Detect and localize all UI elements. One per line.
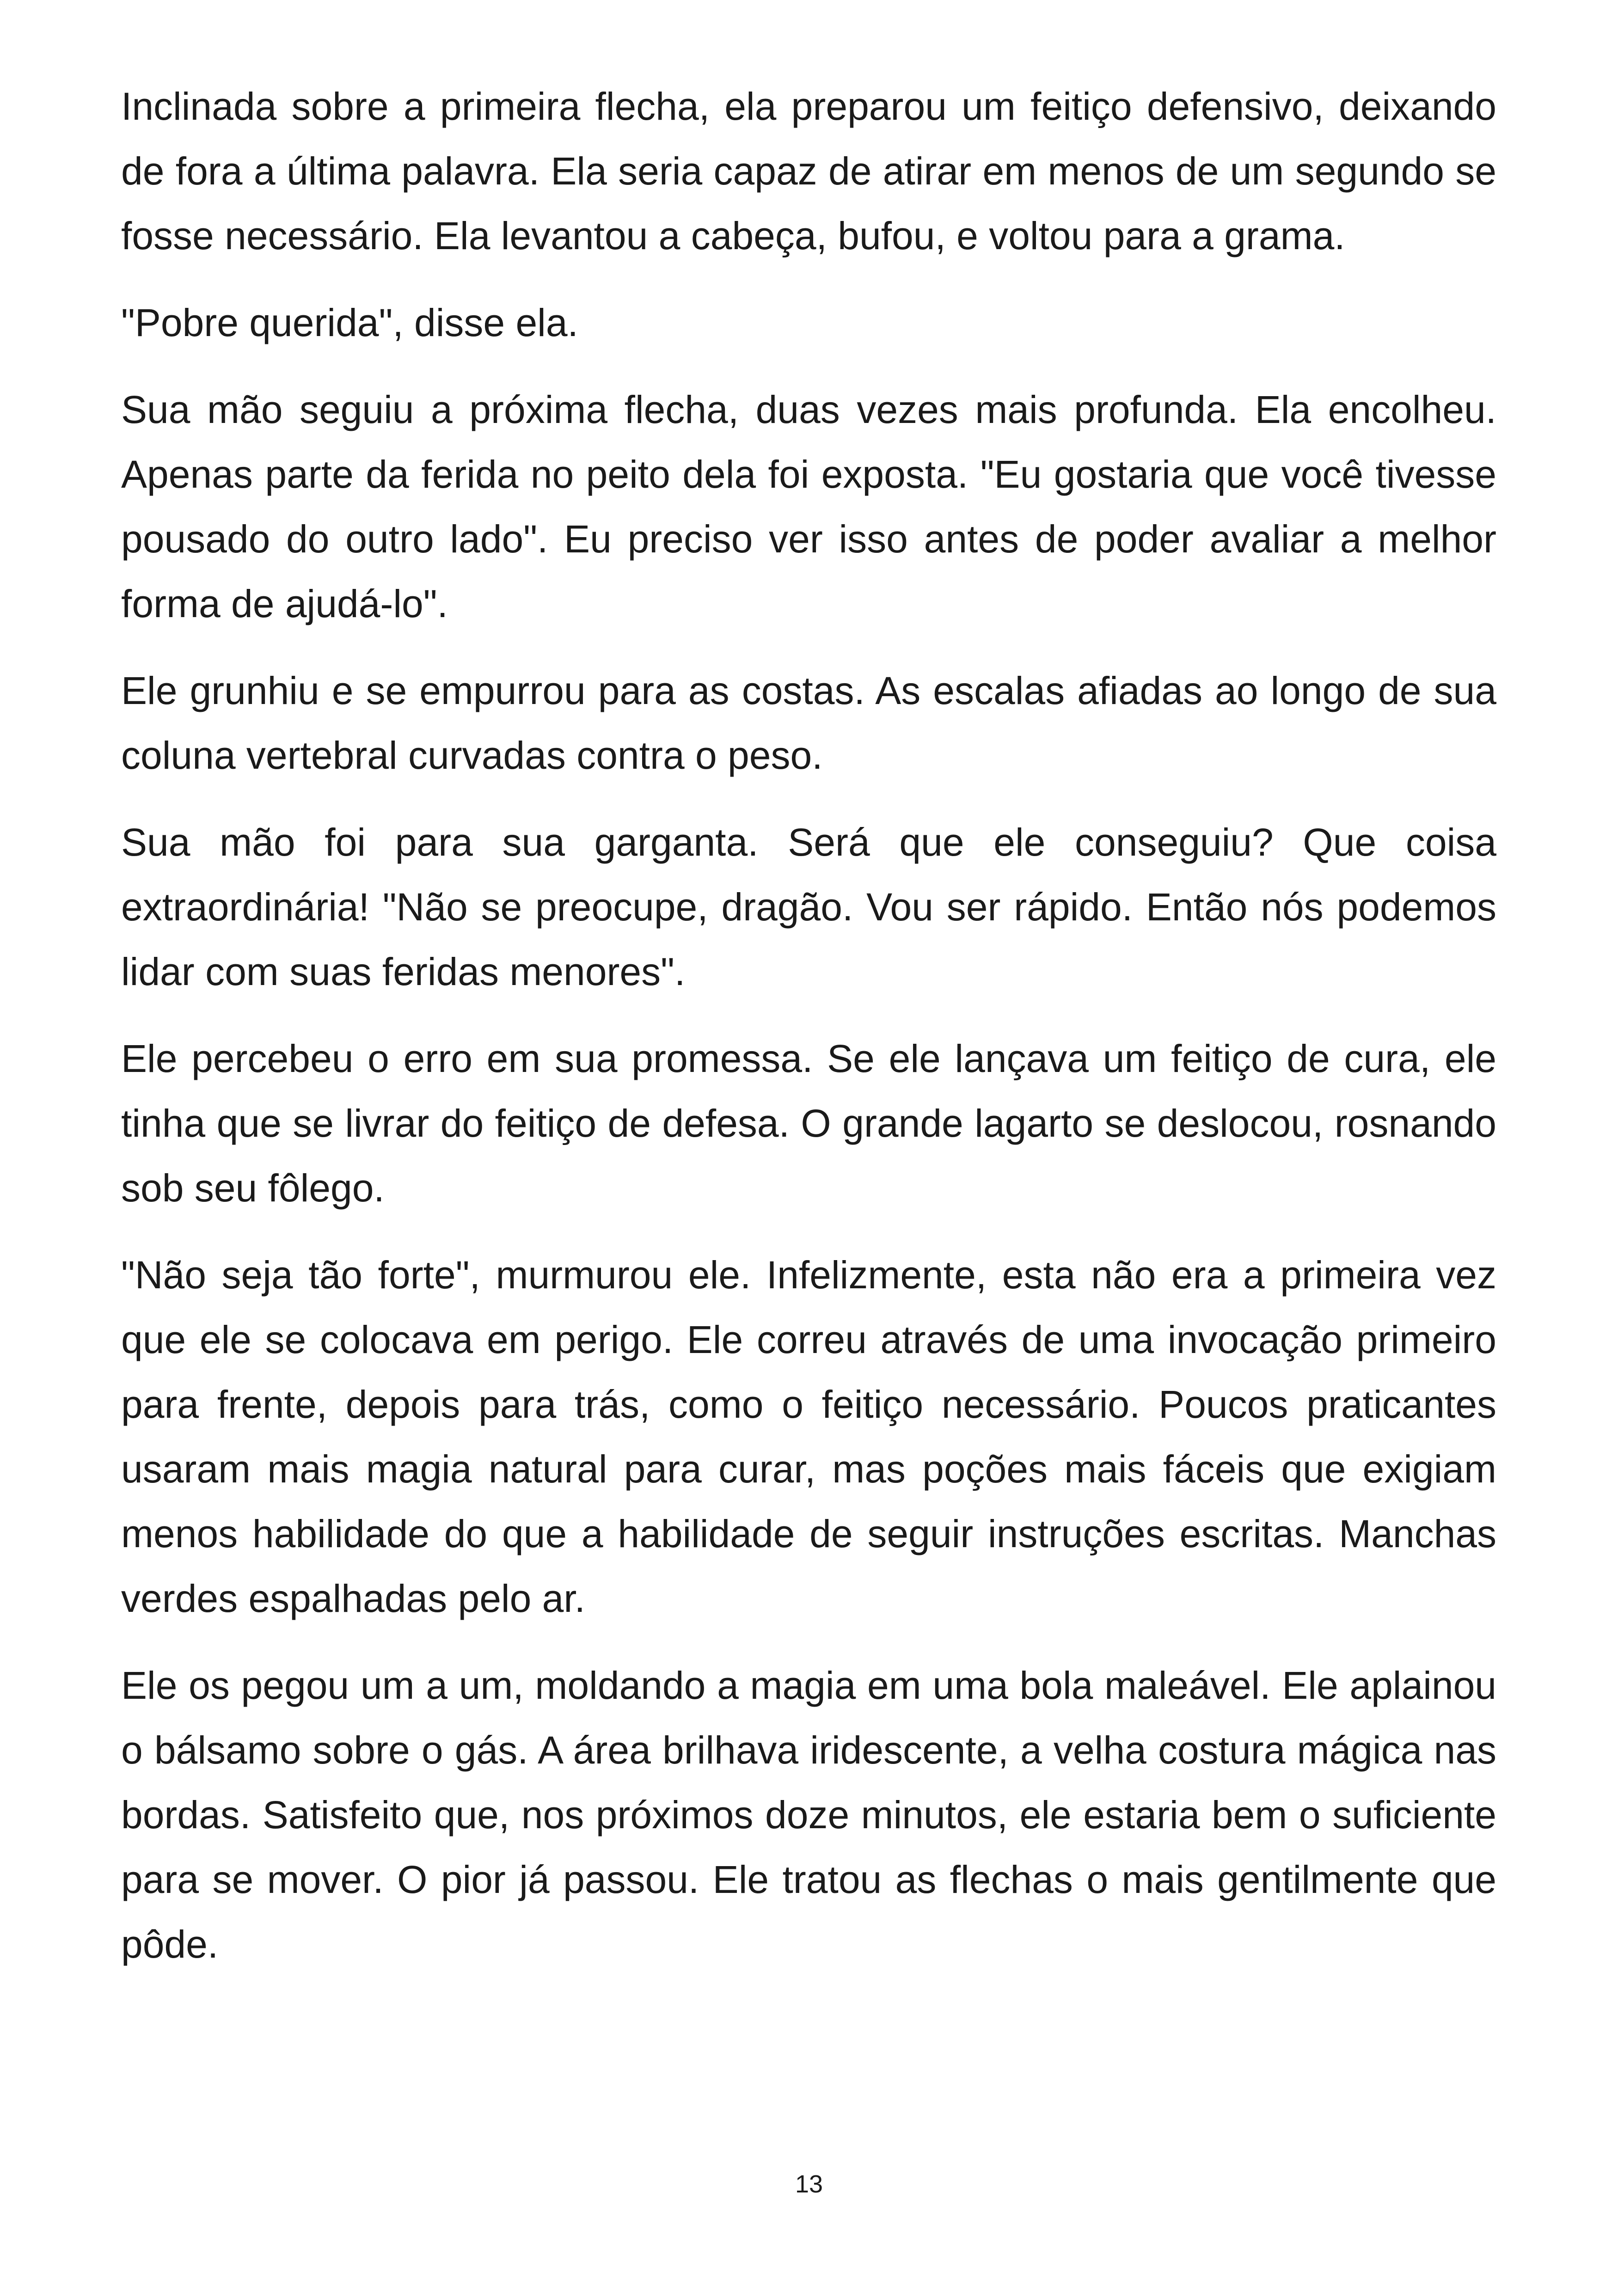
paragraph-7: "Não seja tão forte", murmurou ele. Infelizmente, esta não era a primeira vez que ele se colocava em perigo. Ele correu através de uma invocação primeiro para frente, depois para trás, como o feitiço necessário. Poucos praticantes usaram mais magia natural para curar, mas poções mais fáceis que exigiam menos habilidade do que a habilidade de seguir instruções escritas. Manchas verdes espalhadas pelo ar.	[121, 1253, 1496, 1620]
paragraph-8: Ele os pegou um a um, moldando a magia em uma bola maleável. Ele aplainou o bálsamo sobre o gás. A área brilhava iridescente, a velha costura mágica nas bordas. Satisfeito que, nos próximos doze minutos, ele estaria bem o suficiente para se mover. O pior já passou. Ele tratou as flechas o mais gentilmente que pôde.	[121, 1664, 1496, 1966]
paragraph-3: Sua mão seguiu a próxima flecha, duas vezes mais profunda. Ela encolheu. Apenas parte da ferida no peito dela foi exposta. "Eu gostaria que você tivesse pousado do outro lado". Eu preciso ver isso antes de poder avaliar a melhor forma de ajudá-lo".	[121, 388, 1496, 625]
paragraph-6: Ele percebeu o erro em sua promessa. Se ele lançava um feitiço de cura, ele tinha que se livrar do feitiço de defesa. O grande lagarto se deslocou, rosnando sob seu fôlego.	[121, 1037, 1496, 1210]
page-number: 13	[795, 2170, 823, 2198]
body-text	[121, 74, 1496, 1999]
paragraph-4: Ele grunhiu e se empurrou para as costas. As escalas afiadas ao longo de sua coluna vertebral curvadas contra o peso.	[121, 669, 1496, 777]
paragraph-5: Sua mão foi para sua garganta. Será que ele conseguiu? Que coisa extraordinária! "Não se preocupe, dragão. Vou ser rápido. Então nós podemos lidar com suas feridas menores".	[121, 820, 1496, 993]
paragraph-1: Inclinada sobre a primeira flecha, ela preparou um feitiço defensivo, deixando de fora a última palavra. Ela seria capaz de atirar em menos de um segundo se fosse necessário. Ela levantou a cabeça, bufou, e voltou para a grama.	[121, 85, 1496, 257]
paragraph-2: "Pobre querida", disse ela.	[121, 301, 578, 344]
